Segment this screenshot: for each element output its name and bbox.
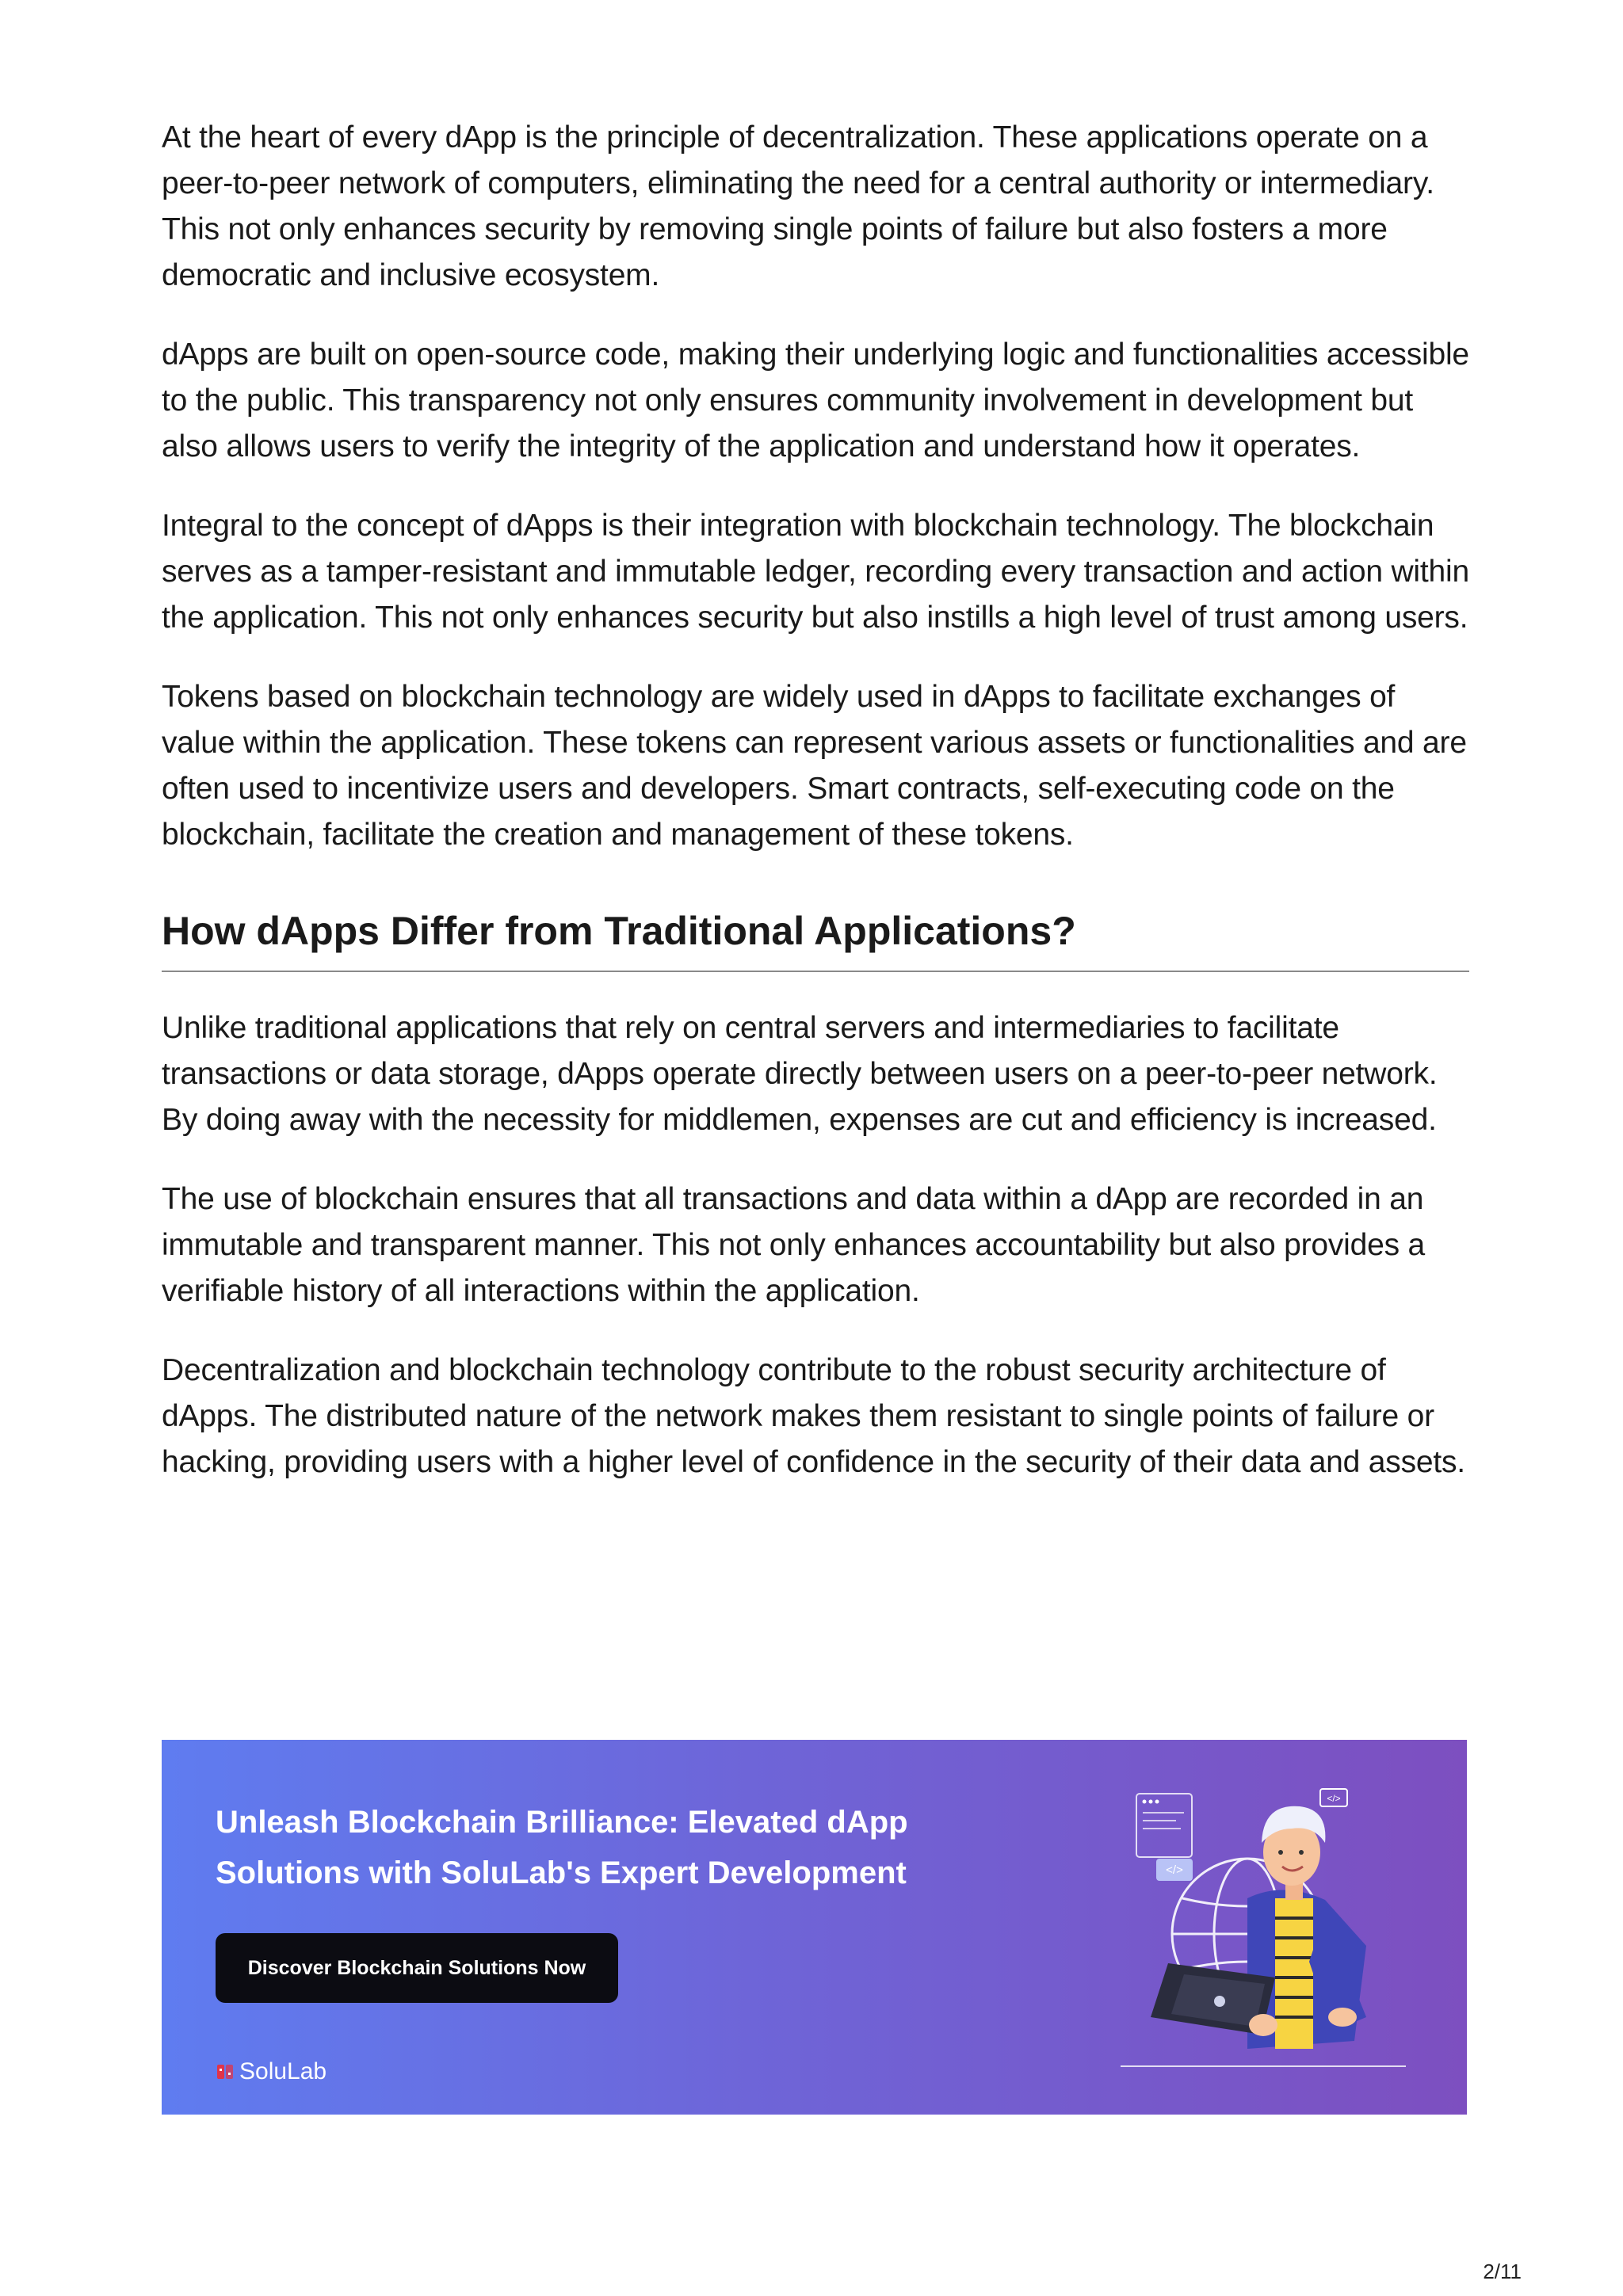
banner-title — [216, 1797, 1008, 1898]
code-tag-large: </> — [1166, 1863, 1183, 1877]
discover-blockchain-button[interactable]: Discover Blockchain Solutions Now — [216, 1933, 618, 2003]
promo-banner[interactable] — [162, 1740, 1467, 2115]
solulab-logo[interactable] — [216, 2058, 327, 2085]
intro-paragraph-3: Integral to the concept of dApps is their integration with blockchain technology. The blockchain serves as a tamper-resistant and immutable ledger, recording every transaction and action within the application. This not only enhances security but also instills a high level of trust among users. — [162, 509, 1469, 635]
section-paragraph-1: Unlike traditional applications that rely on central servers and intermediaries to facilitate transactions or data storage, dApps operate directly between users on a peer-to-peer network. By doing away with the necessity for middlemen, expenses are cut and efficiency is increased. — [162, 1011, 1438, 1137]
banner-title-line-1: Unleash Blockchain Brilliance: Elevated dApp — [216, 1805, 908, 1840]
section-body — [162, 1005, 1469, 1486]
developer-figure — [1151, 1806, 1366, 2049]
article-content — [162, 115, 1469, 1519]
banner-title-line-2: Solutions with SoluLab's Expert Development — [216, 1855, 907, 1890]
code-tag-small: </> — [1327, 1793, 1341, 1804]
solulab-logo-text: SoluLab — [239, 2058, 327, 2084]
intro-paragraph-2: dApps are built on open-source code, making their underlying logic and functionalities accessible to the public. This transparency not only ensures community involvement in development but also allows users to verify the integrity of the application and understand how it operates. — [162, 338, 1469, 463]
intro-paragraph-1: At the heart of every dApp is the principle of decentralization. These applications operate on a peer-to-peer network of computers, eliminating the need for a central authority or intermediary. This not only enhances security by removing single points of failure but also fosters a more democratic and inclusive ecosystem. — [162, 120, 1434, 292]
page-number: 2/11 — [1483, 2260, 1522, 2283]
solulab-logo-icon — [216, 2062, 235, 2081]
section-paragraph-2: The use of blockchain ensures that all transactions and data within a dApp are recorded in an immutable and transparent manner. This not only enhances accountability but also provides a verifiable history of all interactions within the application. — [162, 1182, 1426, 1308]
section-heading: How dApps Differ from Traditional Applications? — [162, 907, 1469, 972]
code-window-icon — [1136, 1794, 1192, 1857]
section-paragraph-3: Decentralization and blockchain technology contribute to the robust security architecture of dApps. The distributed nature of the network makes them resistant to single points of failure or hacking, providing users with a higher level of confidence in the security of their data and assets. — [162, 1353, 1465, 1479]
intro-paragraph-4: Tokens based on blockchain technology are widely used in dApps to facilitate exchanges of value within the application. These tokens can represent various assets or functionalities and are often used to incentivize users and developers. Smart contracts, self-executing code on the blockchain, facilitate the creation and management of these tokens. — [162, 680, 1467, 852]
developer-laptop-illustration — [1113, 1779, 1430, 2081]
code-tag-badge-globe — [1156, 1859, 1193, 1881]
code-tag-badge — [1320, 1789, 1347, 1806]
